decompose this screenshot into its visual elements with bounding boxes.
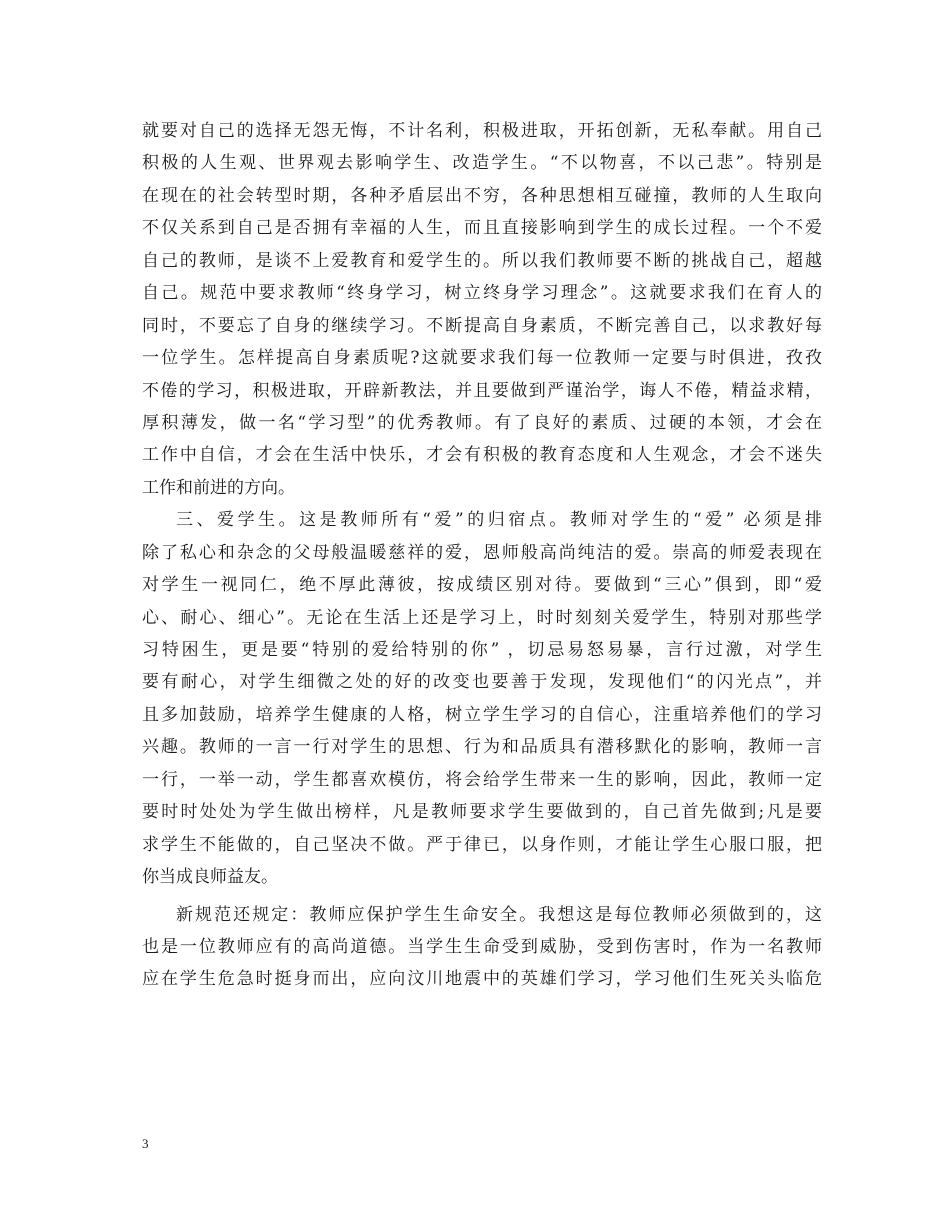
text-line: 自己的教师，是谈不上爱教育和爱学生的。所以我们教师要不断的挑战自己，超越 [142, 250, 822, 271]
text-line: 兴趣。教师的一言一行对学生的思想、行为和品质具有潜移默化的影响，教师一言 [142, 737, 822, 758]
text-line: 且多加鼓励，培养学生健康的人格，树立学生学习的自信心，注重培养他们的学习 [142, 704, 822, 725]
text-line: 你当成良师益友。 [142, 867, 278, 888]
text-line: 厚积薄发，做一名“学习型”的优秀教师。有了良好的素质、过硬的本领，才会在 [142, 412, 822, 433]
text-line: 自己。规范中要求教师“终身学习，树立终身学习理念”。这就要求我们在育人的 [142, 283, 822, 304]
text-line: 应在学生危急时挺身而出，应向汶川地震中的英雄们学习，学习他们生死关头临危 [142, 969, 822, 990]
text-line: 工作中自信，才会在生活中快乐，才会有积极的教育态度和人生观念，才会不迷失 [142, 445, 822, 466]
text-line: 求学生不能做的，自己坚决不做。严于律已，以身作则，才能让学生心服口服，把 [142, 834, 822, 855]
text-line: 不仅关系到自己是否拥有幸福的人生，而且直接影响到学生的成长过程。一个不爱 [142, 218, 822, 239]
body-text [142, 115, 822, 996]
text-line: 除了私心和杂念的父母般温暖慈祥的爱，恩师般高尚纯洁的爱。崇高的师爱表现在 [142, 542, 822, 563]
text-line: 新规范还规定：教师应保护学生生命安全。我想这是每位教师必须做到的，这 [176, 904, 822, 925]
text-line: 一行，一举一动，学生都喜欢模仿，将会给学生带来一生的影响，因此，教师一定 [142, 769, 822, 790]
text-line: 三、爱学生。这是教师所有“爱”的归宿点。教师对学生的“爱” 必须是排 [176, 510, 822, 531]
text-line: 工作和前进的方向。 [142, 477, 295, 498]
text-line: 不倦的学习，积极进取，开辟新教法，并且要做到严谨治学，诲人不倦，精益求精， [142, 380, 822, 401]
text-line: 要时时处处为学生做出榜样，凡是教师要求学生要做到的，自己首先做到;凡是要 [142, 802, 822, 823]
page-number: 3 [142, 1136, 149, 1151]
text-line: 心、耐心、细心”。无论在生活上还是学习上，时时刻刻关爱学生，特别对那些学 [142, 607, 822, 628]
paragraph [142, 899, 822, 996]
text-line: 积极的人生观、世界观去影响学生、改造学生。“不以物喜，不以己悲”。特别是 [142, 153, 822, 174]
text-line: 就要对自己的选择无怨无悔，不计名利，积极进取，开拓创新，无私奉献。用自己 [142, 121, 822, 141]
text-line: 在现在的社会转型时期，各种矛盾层出不穷，各种思想相互碰撞，教师的人生取向 [142, 185, 822, 206]
paragraph [142, 115, 822, 504]
text-line: 一位学生。怎样提高自身素质呢?这就要求我们每一位教师一定要与时俱进，孜孜 [142, 348, 822, 369]
text-line: 同时，不要忘了自身的继续学习。不断提高自身素质，不断完善自己，以求教好每 [142, 315, 822, 336]
text-line: 也是一位教师应有的高尚道德。当学生生命受到威胁，受到伤害时，作为一名教师 [142, 936, 822, 957]
text-line: 对学生一视同仁，绝不厚此薄彼，按成绩区别对待。要做到“三心”俱到，即“爱 [142, 575, 822, 596]
text-line: 要有耐心，对学生细微之处的好的改变也要善于发现，发现他们“的闪光点”，并 [142, 672, 822, 693]
paragraph [142, 504, 822, 893]
text-line: 习特困生，更是要“特别的爱给特别的你” ，切忌易怒易暴，言行过激，对学生 [142, 640, 822, 660]
